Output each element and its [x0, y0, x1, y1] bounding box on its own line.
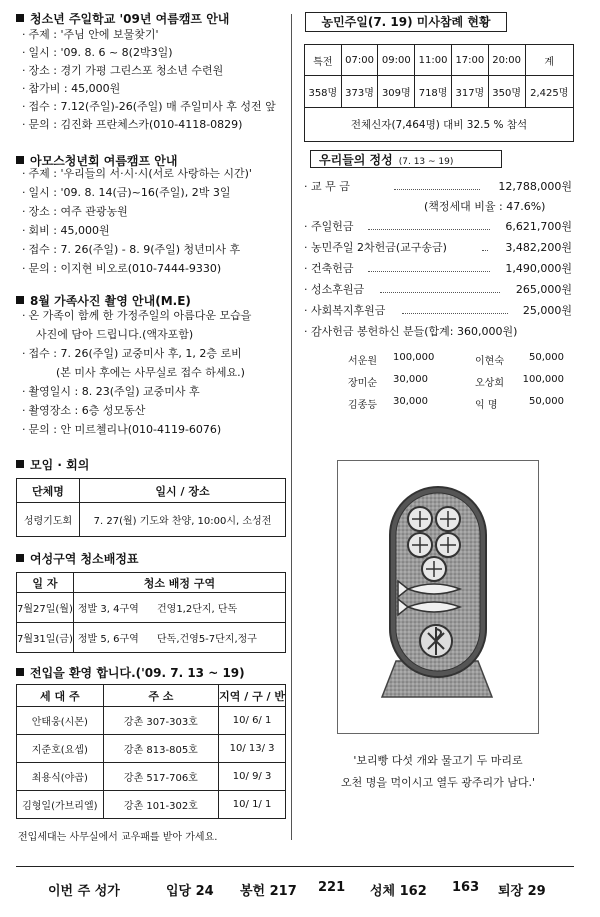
table-row — [17, 735, 286, 763]
donor-amount: 100,000 — [522, 374, 564, 385]
hymn-offertory-2: 221 — [318, 880, 346, 895]
table-cell: 350명 — [488, 76, 525, 108]
detail-line: · 접수 : 7.12(주일)-26(주일) 매 주일미사 후 성전 앞 — [22, 100, 276, 113]
detail-line: (본 미사 후에는 사무실로 접수 하세요.) — [56, 366, 245, 379]
hymn-communion-2: 163 — [452, 880, 480, 895]
table-cell: 358명 — [305, 76, 342, 108]
table-cell: 김형일(가브리엘) — [17, 791, 104, 819]
table-cell: 강촌 307-303호 — [103, 707, 219, 735]
table-row — [17, 593, 286, 623]
square-bullet-icon — [16, 668, 24, 676]
family-photo-title: 8월 가족사진 촬영 안내(M.E) — [16, 292, 191, 309]
column-header: 세 대 주 — [17, 685, 104, 707]
column-header: 09:00 — [378, 45, 415, 76]
detail-line: · 장소 : 경기 가평 그린스포 청소년 수련원 — [22, 64, 224, 77]
detail-line: · 촬영장소 : 6층 성모동산 — [22, 404, 146, 417]
table-cell: 최용식(야곱) — [17, 763, 104, 791]
column-header: 특전 — [305, 45, 342, 76]
table-cell: 강촌 813-805호 — [103, 735, 219, 763]
donor-amount: 50,000 — [529, 396, 564, 407]
table-cell: 7월31일(금) — [17, 623, 74, 653]
hymn-offertory: 봉헌 217 — [240, 884, 297, 899]
table-row — [17, 707, 286, 735]
donor-name: 이현숙 — [475, 356, 504, 367]
young-adult-camp-details — [22, 164, 252, 278]
table-cell: 정발 5, 6구역 — [73, 623, 157, 653]
table-cell: 강촌 101-302호 — [103, 791, 219, 819]
table-cell: 10/ 13/ 3 — [219, 735, 286, 763]
square-bullet-icon — [16, 460, 24, 468]
detail-line: · 문의 : 안 미르첼리나(010-4119-6076) — [22, 423, 222, 436]
table-cell: 718명 — [415, 76, 452, 108]
youth-camp-title: 청소년 주일학교 '09년 여름캠프 안내 — [16, 10, 229, 27]
table-header-row — [305, 45, 574, 76]
table-cell: 7월27일(월) — [17, 593, 74, 623]
picture-caption: '보리빵 다섯 개와 물고기 두 마리로 오천 명을 먹이시고 열두 광주리가 남다.' — [340, 754, 536, 789]
ratio-note: (책정세대 비율 : 47.6%) — [424, 200, 546, 213]
column-header: 주 소 — [103, 685, 219, 707]
table-header-row — [17, 479, 286, 503]
column-header: 17:00 — [451, 45, 488, 76]
column-header: 계 — [525, 45, 574, 76]
table-cell: 성령기도회 — [17, 503, 80, 537]
table-cell: 2,425명 — [525, 76, 574, 108]
donor-name: 장미순 — [348, 378, 377, 389]
donor-name: 오상희 — [475, 378, 504, 389]
detail-line: · 주제 : '우리들의 서·시·시(서로 사랑하는 시간)' — [22, 167, 252, 180]
column-header: 11:00 — [415, 45, 452, 76]
table-row — [17, 503, 286, 537]
loaves-fishes-picture — [337, 460, 539, 734]
table-cell: 강촌 517-706호 — [103, 763, 219, 791]
thanks-offering-title: · 감사헌금 봉헌하신 분들(합계: 360,000원) — [304, 325, 518, 338]
detail-line: · 문의 : 김진화 프란체스카(010-4118-0829) — [22, 118, 243, 131]
mass-status-table — [304, 44, 574, 142]
table-cell: 309명 — [378, 76, 415, 108]
square-bullet-icon — [16, 554, 24, 562]
young-adult-camp-title: 아모스청년회 여름캠프 안내 — [16, 152, 177, 169]
table-cell: 정발 3, 4구역 — [73, 593, 157, 623]
table-row — [17, 623, 286, 653]
column-header: 단체명 — [17, 479, 80, 503]
meetings-title: 모임 · 회의 — [16, 456, 89, 473]
donor-amount: 30,000 — [393, 374, 428, 385]
detail-line: · 촬영일시 : 8. 23(주일) 교중미사 후 — [22, 385, 200, 398]
bread-fish-illustration — [338, 461, 538, 733]
hymn-entrance: 입당 24 — [166, 884, 214, 899]
attendance-summary: 전체신자(7,464명) 대비 32.5 % 참석 — [305, 108, 574, 142]
detail-line: 사진에 담아 드립니다.(액자포함) — [36, 328, 194, 341]
table-cell: 317명 — [451, 76, 488, 108]
table-row — [17, 791, 286, 819]
detail-line: · 일시 : '09. 8. 14(금)~16(주일), 2박 3일 — [22, 186, 231, 199]
hymn-communion: 성체 162 — [370, 884, 427, 899]
square-bullet-icon — [16, 14, 24, 22]
column-header: 일 자 — [17, 573, 74, 593]
table-cell: 10/ 9/ 3 — [219, 763, 286, 791]
column-divider — [291, 14, 292, 840]
detail-line: · 주제 : '주님 안에 보물찾기' — [22, 28, 159, 41]
table-cell: 단독,건영5-7단지,정구 — [157, 623, 286, 653]
table-cell: 건영1,2단지, 단독 — [157, 593, 286, 623]
column-header: 07:00 — [341, 45, 378, 76]
table-cell: 지준호(요셉) — [17, 735, 104, 763]
table-row — [17, 763, 286, 791]
youth-camp-details — [22, 26, 276, 134]
table-cell: 7. 27(월) 기도와 찬양, 10:00시, 소성전 — [80, 503, 286, 537]
donor-amount: 100,000 — [393, 352, 435, 363]
detail-line: · 접수 : 7. 26(주일) - 8. 9(주일) 청년미사 후 — [22, 243, 241, 256]
newcomers-table — [16, 684, 286, 819]
cleaning-table — [16, 572, 286, 653]
column-header: 청소 배정 구역 — [73, 573, 285, 593]
column-header: 일시 / 장소 — [80, 479, 286, 503]
donor-amount: 30,000 — [393, 396, 428, 407]
mass-status-title: 농민주일(7. 19) 미사참례 현황 — [305, 12, 507, 32]
square-bullet-icon — [16, 156, 24, 164]
column-header: 지역 / 구 / 반 — [219, 685, 286, 707]
table-cell: 373명 — [341, 76, 378, 108]
donor-name: 김종등 — [348, 400, 377, 411]
detail-line: · 회비 : 45,000원 — [22, 224, 110, 237]
detail-line: · 접수 : 7. 26(주일) 교중미사 후, 1, 2층 로비 — [22, 347, 242, 360]
newcomers-title: 전입을 환영 합니다.('09. 7. 13 ~ 19) — [16, 664, 245, 681]
hymns-label: 이번 주 성가 — [48, 884, 120, 899]
donor-name: 익 명 — [475, 400, 498, 411]
offerings-title: 우리들의 정성 (7. 13 ~ 19) — [310, 150, 502, 168]
square-bullet-icon — [16, 296, 24, 304]
hymn-recession: 퇴장 29 — [498, 884, 546, 899]
table-row — [305, 76, 574, 108]
meetings-table — [16, 478, 286, 537]
detail-line: · 일시 : '09. 8. 6 ~ 8(2박3일) — [22, 46, 173, 59]
donor-name: 서운원 — [348, 356, 377, 367]
column-header: 20:00 — [488, 45, 525, 76]
detail-line: · 참가비 : 45,000원 — [22, 82, 121, 95]
table-cell: 10/ 6/ 1 — [219, 707, 286, 735]
donor-amount: 50,000 — [529, 352, 564, 363]
table-cell: 안태웅(시몬) — [17, 707, 104, 735]
family-photo-details — [22, 306, 251, 439]
table-cell: 10/ 1/ 1 — [219, 791, 286, 819]
table-header-row — [17, 573, 286, 593]
cleaning-title: 여성구역 청소배정표 — [16, 550, 139, 567]
table-header-row — [17, 685, 286, 707]
table-row — [305, 108, 574, 142]
footer-divider — [16, 866, 574, 867]
detail-line: · 문의 : 이지현 비오로(010-7444-9330) — [22, 262, 222, 275]
detail-line: · 온 가족이 함께 한 가정주일의 아름다운 모습을 — [22, 309, 252, 322]
detail-line: · 장소 : 여주 관광농원 — [22, 205, 128, 218]
newcomers-note: 전입세대는 사무실에서 교우패를 받아 가세요. — [18, 832, 218, 843]
